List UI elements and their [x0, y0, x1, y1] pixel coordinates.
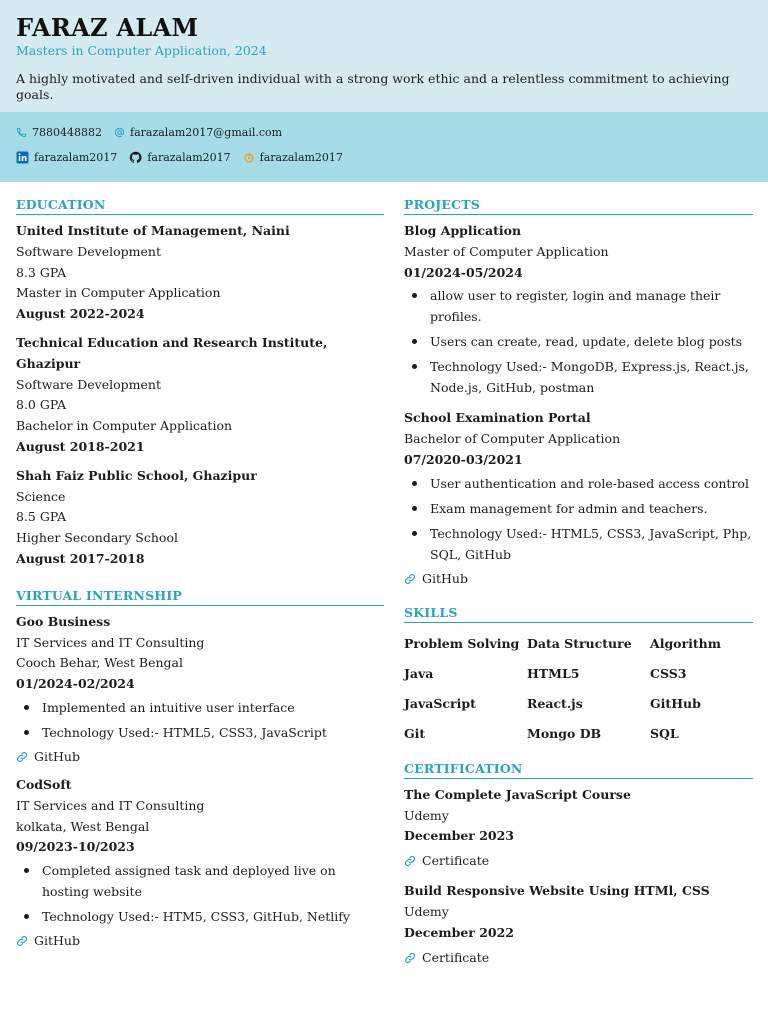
linkedin-handle: farazalam2017: [34, 151, 118, 164]
education-entry: [16, 221, 384, 325]
certificate-link[interactable]: [404, 948, 753, 968]
projects-heading: PROJECTS: [404, 197, 753, 215]
project-dates: 01/2024-05/2024: [404, 264, 523, 280]
github-link[interactable]: [404, 569, 753, 589]
certification-entry: [404, 881, 753, 967]
right-column: [404, 197, 753, 980]
skill-item: HTML5: [527, 665, 580, 681]
project-entry: [404, 408, 753, 588]
link-icon: [404, 952, 416, 964]
skill-item: Data Structure: [527, 635, 632, 651]
link-label: Certificate: [422, 949, 490, 965]
project-dates: 07/2020-03/2021: [404, 451, 523, 467]
skill-item: GitHub: [650, 695, 701, 711]
internship-company: Goo Business: [16, 613, 111, 629]
skills-grid: [404, 629, 753, 749]
linkedin-icon: [16, 151, 29, 164]
list-item: Technology Used:- HTM5, CSS3, GitHub, Netlify: [16, 906, 384, 927]
link-label: Certificate: [422, 853, 490, 869]
certification-issuer: Udemy: [404, 903, 449, 919]
phone-number: 7880448882: [32, 126, 102, 139]
internship-dates: 09/2023-10/2023: [16, 839, 135, 855]
gitlab-contact[interactable]: [243, 151, 343, 164]
list-item: Technology Used:- MongoDB, Express.js, React.js, Node.js, GitHub, postman: [404, 356, 753, 398]
education-dates: August 2022-2024: [16, 306, 145, 322]
link-icon: [16, 751, 28, 763]
certification-section: [404, 761, 753, 968]
internship-entry: [16, 775, 384, 951]
list-item: Completed assigned task and deployed live on hosting website: [16, 860, 384, 902]
certification-name: Build Responsive Website Using HTMl, CSS: [404, 883, 710, 899]
phone-contact[interactable]: [16, 126, 102, 139]
list-item: Users can create, read, update, delete blog posts: [404, 331, 753, 352]
education-field: Science: [16, 488, 66, 504]
internship-section: [16, 588, 384, 951]
education-entry: [16, 333, 384, 458]
project-context: Bachelor of Computer Application: [404, 431, 621, 447]
list-item: Technology Used:- HTML5, CSS3, JavaScript, Php, SQL, GitHub: [404, 523, 753, 565]
certification-entry: [404, 785, 753, 871]
certification-issuer: Udemy: [404, 807, 449, 823]
github-contact[interactable]: [129, 151, 230, 164]
skills-heading: SKILLS: [404, 605, 753, 623]
left-column: [16, 197, 384, 963]
link-label: GitHub: [422, 570, 468, 586]
email-icon: [114, 127, 125, 138]
github-icon: [129, 151, 142, 164]
projects-section: [404, 197, 753, 589]
list-item: Implemented an intuitive user interface: [16, 697, 384, 718]
skill-item: Git: [404, 725, 426, 741]
github-link[interactable]: [16, 747, 384, 767]
certification-heading: CERTIFICATION: [404, 761, 753, 779]
education-field: Software Development: [16, 376, 161, 392]
skill-item: Algorithm: [650, 635, 721, 651]
project-entry: [404, 221, 753, 398]
phone-icon: [16, 127, 27, 138]
project-bullets: [404, 473, 753, 565]
internship-dates: 01/2024-02/2024: [16, 676, 135, 692]
skill-item: React.js: [527, 695, 583, 711]
education-gpa: 8.5 GPA: [16, 509, 67, 525]
project-context: Master of Computer Application: [404, 243, 609, 259]
skill-item: Problem Solving: [404, 635, 520, 651]
link-label: GitHub: [34, 748, 80, 764]
contact-row-primary: [16, 126, 294, 139]
linkedin-contact[interactable]: [16, 151, 117, 164]
education-gpa: 8.3 GPA: [16, 264, 67, 280]
internship-heading: VIRTUAL INTERNSHIP: [16, 588, 384, 606]
education-school: Technical Education and Research Institute, Ghazipur: [16, 334, 328, 371]
list-item: allow user to register, login and manage their profiles.: [404, 285, 753, 327]
candidate-name: FARAZ ALAM: [16, 13, 199, 42]
link-icon: [404, 855, 416, 867]
skills-section: [404, 605, 753, 749]
link-icon: [16, 935, 28, 947]
education-school: Shah Faiz Public School, Ghazipur: [16, 467, 257, 483]
contact-row-social: [16, 151, 355, 164]
education-section: [16, 197, 384, 570]
email-address: farazalam2017@gmail.com: [130, 126, 283, 139]
certification-name: The Complete JavaScript Course: [404, 786, 631, 802]
skill-item: SQL: [650, 725, 679, 741]
project-bullets: [404, 285, 753, 398]
resume-header: [0, 0, 768, 112]
github-link[interactable]: [16, 931, 384, 951]
contact-bar: [0, 112, 768, 182]
education-dates: August 2017-2018: [16, 550, 145, 566]
link-label: GitHub: [34, 933, 80, 949]
skill-item: Mongo DB: [527, 725, 602, 741]
project-name: Blog Application: [404, 223, 522, 238]
list-item: Exam management for admin and teachers.: [404, 498, 753, 519]
internship-industry: IT Services and IT Consulting: [16, 634, 205, 650]
education-degree: Higher Secondary School: [16, 530, 178, 546]
candidate-degree: Masters in Computer Application, 2024: [16, 43, 267, 58]
education-heading: EDUCATION: [16, 197, 384, 215]
internship-entry: [16, 612, 384, 767]
internship-company: CodSoft: [16, 776, 72, 792]
skill-item: Java: [404, 665, 434, 681]
education-school: United Institute of Management, Naini: [16, 223, 290, 238]
internship-location: kolkata, West Bengal: [16, 818, 150, 834]
summary-text: A highly motivated and self-driven individual with a strong work ethic and a relentless commitment to achieving goals.: [16, 71, 730, 102]
internship-bullets: [16, 860, 384, 927]
internship-industry: IT Services and IT Consulting: [16, 797, 205, 813]
gitlab-icon: [243, 152, 255, 164]
gitlab-handle: farazalam2017: [259, 151, 343, 164]
education-entry: [16, 466, 384, 570]
link-icon: [404, 573, 416, 585]
email-contact[interactable]: [114, 126, 282, 139]
education-field: Software Development: [16, 243, 161, 259]
certification-date: December 2023: [404, 828, 515, 844]
education-degree: Bachelor in Computer Application: [16, 418, 233, 434]
internship-location: Cooch Behar, West Bengal: [16, 655, 183, 671]
list-item: User authentication and role-based access control: [404, 473, 753, 494]
skill-item: CSS3: [650, 665, 687, 681]
list-item: Technology Used:- HTML5, CSS3, JavaScript: [16, 722, 384, 743]
certificate-link[interactable]: [404, 851, 753, 871]
skill-item: JavaScript: [404, 695, 476, 711]
internship-bullets: [16, 697, 384, 743]
education-dates: August 2018-2021: [16, 438, 145, 454]
project-name: School Examination Portal: [404, 410, 591, 426]
certification-date: December 2022: [404, 924, 515, 940]
education-degree: Master in Computer Application: [16, 285, 221, 301]
github-handle: farazalam2017: [147, 151, 231, 164]
education-gpa: 8.0 GPA: [16, 397, 67, 413]
